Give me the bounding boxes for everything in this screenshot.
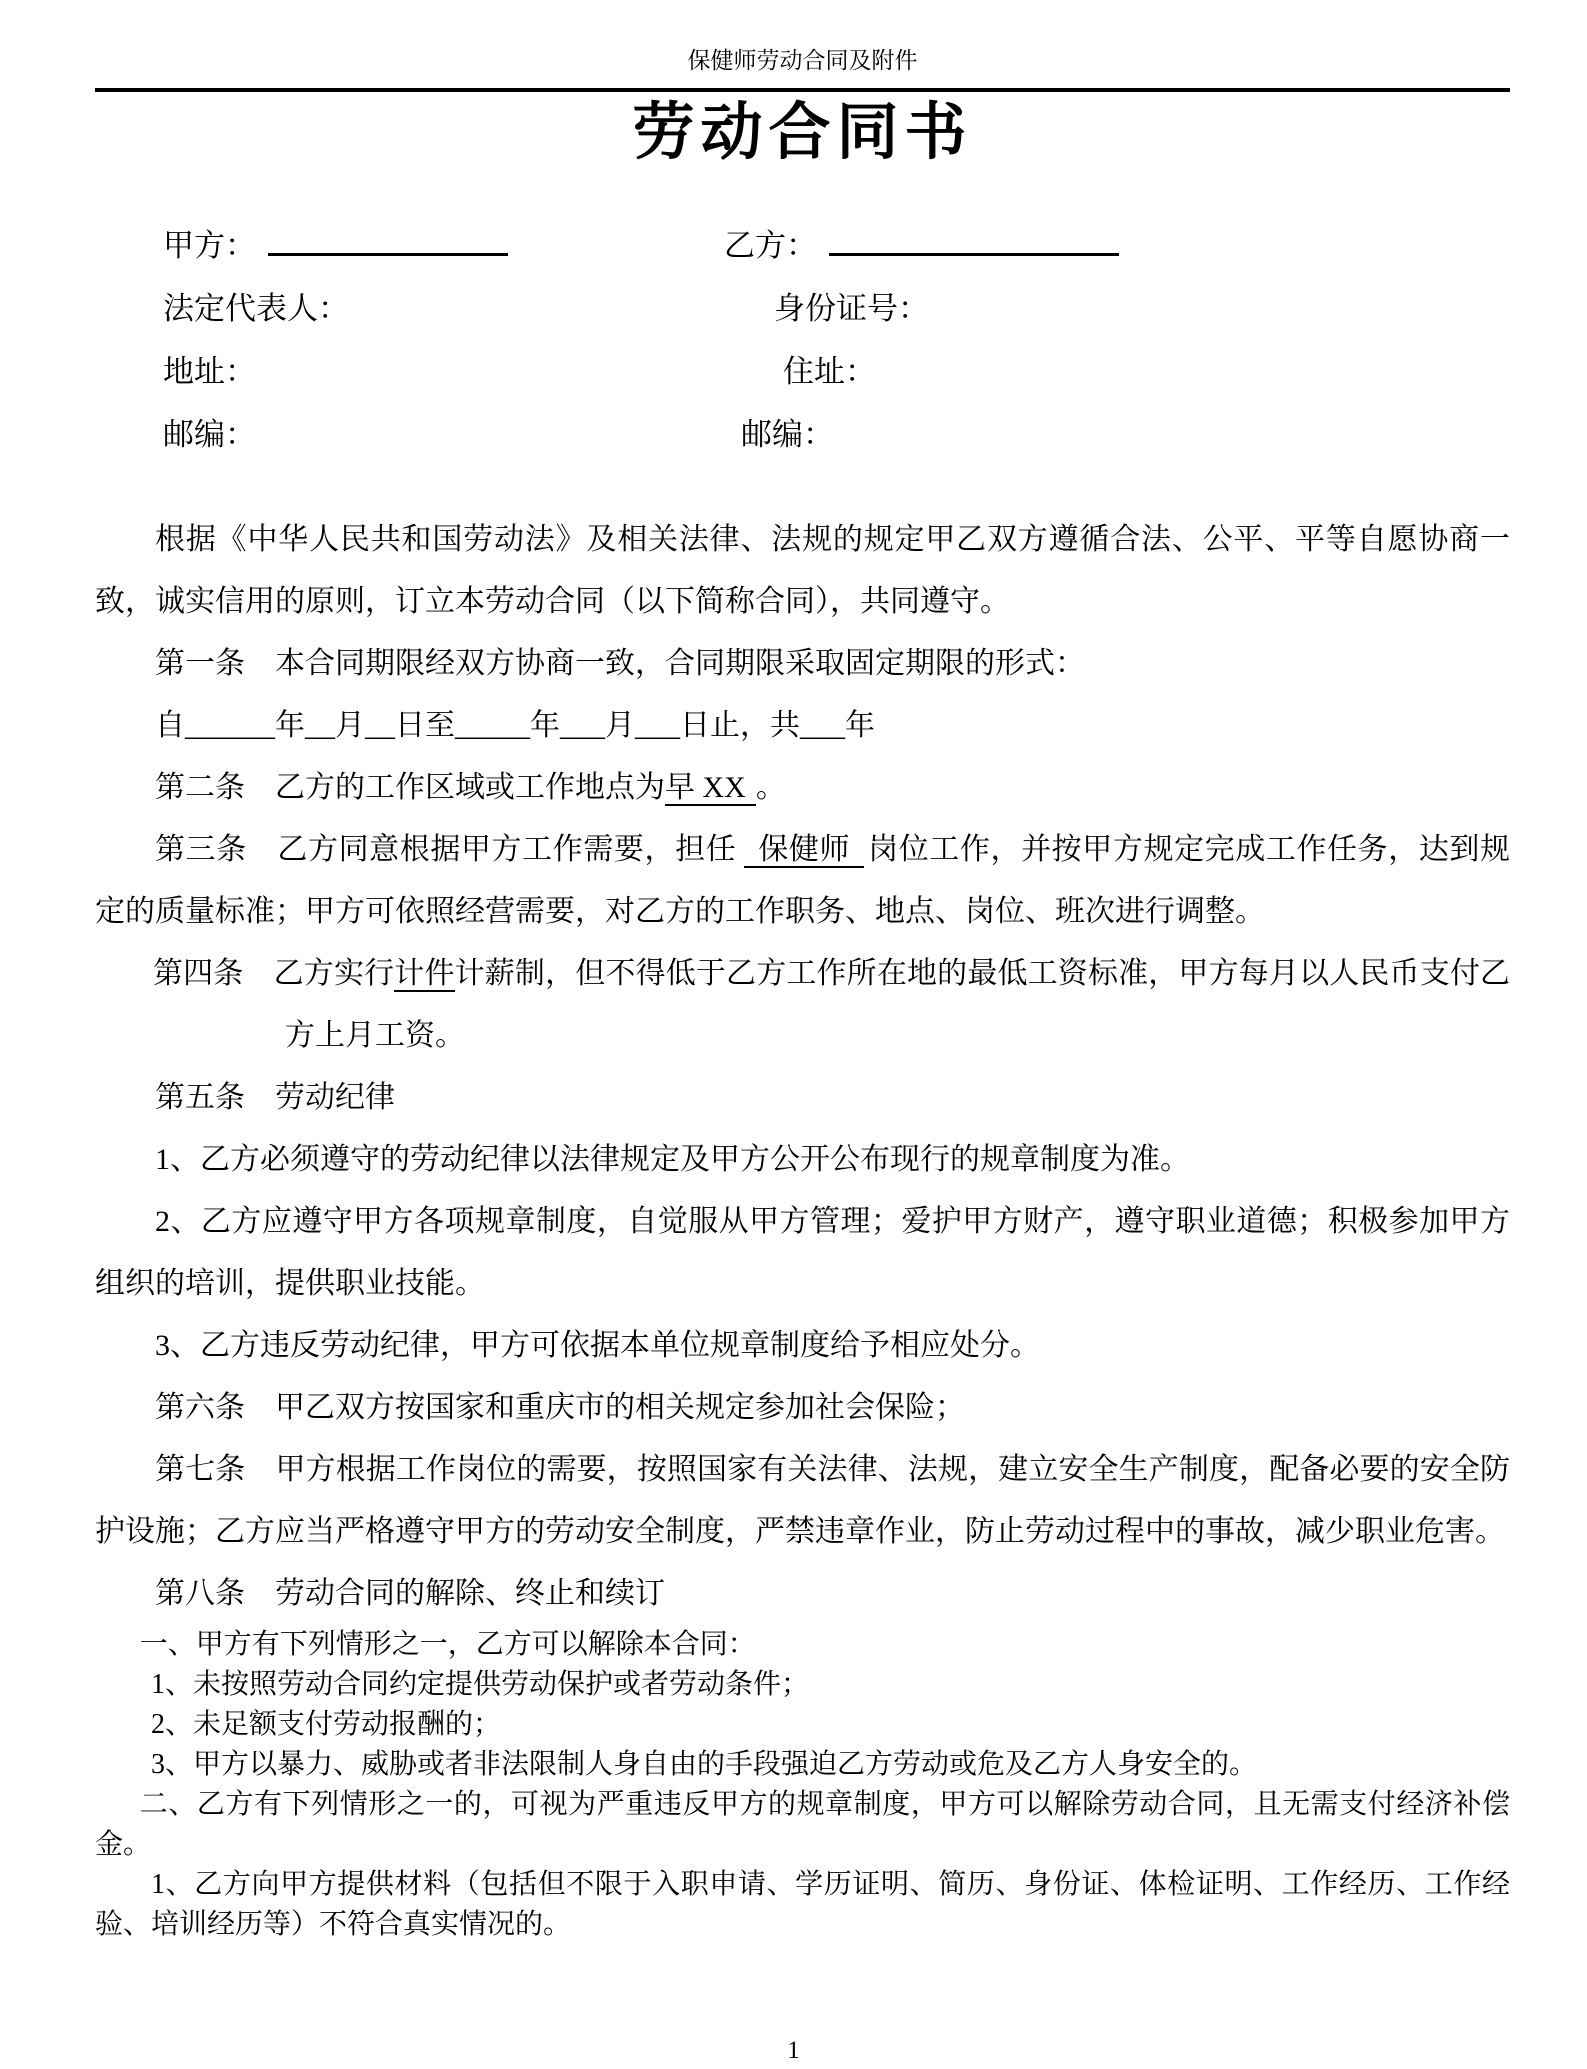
- party-a-name-field: [268, 222, 508, 256]
- party-row-address: [95, 337, 1510, 400]
- discipline-item-3: 3、乙方违反劳动纪律，甲方可依据本单位规章制度给予相应处分。: [155, 1329, 1040, 1362]
- address-label: 地址：: [163, 354, 256, 389]
- article-3-text-cont: 岗位工作，并按甲方规定完成工作任务，达到规定的质量标准；甲方可依照经营需要，对乙方的工作职务、地点、岗位、班次进行调整。: [95, 833, 1511, 928]
- article-8-heading: 第八条 劳动合同的解除、终止和续订: [155, 1577, 665, 1610]
- postcode-a-label: 邮编：: [163, 417, 256, 452]
- clause-1-item-2: 2、未足额支付劳动报酬的；: [151, 1709, 502, 1740]
- parties-section: [95, 211, 1510, 463]
- party-b-name-field: [829, 222, 1119, 256]
- article-4: [95, 943, 1510, 1067]
- postcode-b-label: 邮编：: [741, 417, 834, 452]
- article-4-text-cont: 计薪制，但不得低于乙方工作所在地的最低工资标准，甲方每月以人民币支付乙方上月工资。: [285, 957, 1511, 1052]
- article-1: 第一条 本合同期限经双方协商一致，合同期限采取固定期限的形式：: [155, 647, 1085, 680]
- article-2-location-field: 早 XX: [665, 771, 756, 806]
- id-number-label: 身份证号：: [774, 291, 929, 326]
- discipline-item-1: 1、乙方必须遵守的劳动纪律以法律规定及甲方公开公布现行的规章制度为准。: [155, 1143, 1190, 1176]
- article-3-text: 第三条 乙方同意根据甲方工作需要，担任: [155, 833, 737, 866]
- document-header-title: 保健师劳动合同及附件: [687, 47, 918, 73]
- legal-representative-label: 法定代表人：: [163, 291, 349, 326]
- clause-2-heading: 二、乙方有下列情形之一的，可视为严重违反甲方的规章制度，甲方可以解除劳动合同，且无需支付经济补偿金。: [95, 1789, 1510, 1860]
- term-blank-line: 自______年__月__日至_____年___月___日止，共___年: [155, 709, 875, 742]
- header-rule: [95, 88, 1510, 92]
- page-number: 1: [787, 2037, 800, 2064]
- party-row-names: [95, 211, 1510, 274]
- article-4-text: 第四条 乙方实行: [153, 957, 395, 990]
- article-7: 第七条 甲方根据工作岗位的需要，按照国家有关法律、法规，建立安全生产制度，配备必要的安全防护设施；乙方应当严格遵守甲方的劳动安全制度，严禁违章作业，防止劳动过程中的事故，减少职业危害。: [95, 1453, 1510, 1548]
- article-5-heading: 第五条 劳动纪律: [155, 1081, 395, 1114]
- party-row-representative: [95, 274, 1510, 337]
- article-4-pay-type-field: 计件: [394, 957, 455, 990]
- article-3: [95, 819, 1510, 943]
- party-b-label: 乙方：: [724, 228, 817, 263]
- party-row-postcode: [95, 400, 1510, 463]
- clause-2-item-1: 1、乙方向甲方提供材料（包括但不限于入职申请、学历证明、简历、身份证、体检证明、工作经历、工作经验、培训经历等）不符合真实情况的。: [95, 1869, 1510, 1940]
- discipline-item-2: 2、乙方应遵守甲方各项规章制度，自觉服从甲方管理；爱护甲方财产，遵守职业道德；积极参加甲方组织的培训，提供职业技能。: [95, 1205, 1510, 1300]
- intro-paragraph: 根据《中华人民共和国劳动法》及相关法律、法规的规定甲乙双方遵循合法、公平、平等自愿协商一致，诚实信用的原则，订立本劳动合同（以下简称合同），共同遵守。: [95, 523, 1510, 618]
- party-a-label: 甲方：: [163, 228, 256, 263]
- clause-1-heading: 一、甲方有下列情形之一，乙方可以解除本合同：: [139, 1629, 756, 1660]
- article-2: [95, 757, 1510, 819]
- article-2-period: 。: [755, 771, 786, 804]
- article-6: 第六条 甲乙双方按国家和重庆市的相关规定参加社会保险；: [155, 1391, 965, 1424]
- clause-1-item-1: 1、未按照劳动合同约定提供劳动保护或者劳动条件；: [151, 1669, 810, 1700]
- article-2-text: 第二条 乙方的工作区域或工作地点为: [155, 771, 665, 804]
- article-3-position-field: 保健师: [744, 833, 864, 868]
- clause-1-item-3: 3、甲方以暴力、威胁或者非法限制人身自由的手段强迫乙方劳动或危及乙方人身安全的。: [151, 1749, 1258, 1780]
- page-title: 劳动合同书: [632, 98, 973, 167]
- residence-label: 住址：: [783, 354, 876, 389]
- contract-body: [95, 509, 1510, 1625]
- termination-section: [95, 1625, 1510, 1945]
